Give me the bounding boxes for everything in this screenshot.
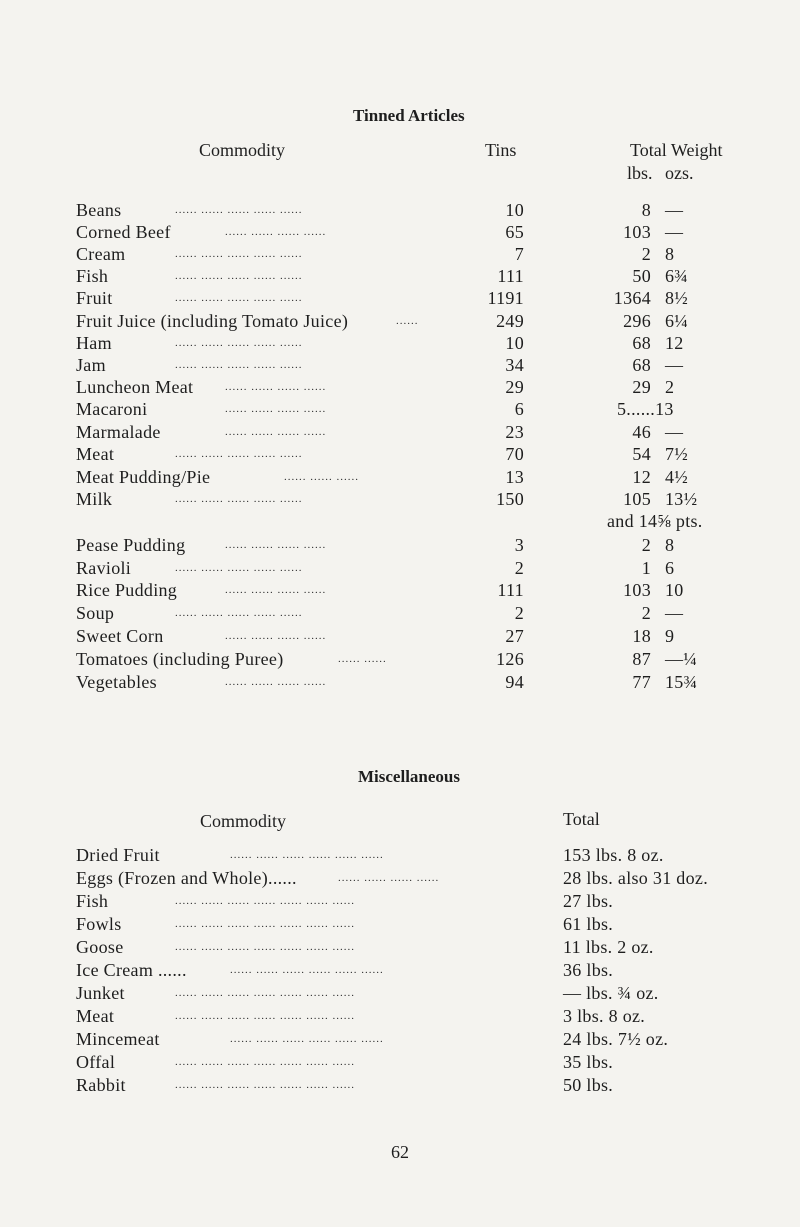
tinned-header-units: lbs. ozs. <box>627 163 694 183</box>
weight-lbs: 296 <box>623 311 651 331</box>
commodity-name: Goose <box>76 937 124 957</box>
total-amount: 36 lbs. <box>563 960 614 980</box>
leader-dots: ...... ...... ...... ...... ...... <box>175 337 303 349</box>
weight-oz: 2 <box>665 377 675 397</box>
weight-oz: 6 <box>665 558 675 578</box>
weight-oz: 8½ <box>665 288 689 308</box>
weight-oz: — <box>665 200 684 220</box>
weight-lbs: 50 <box>632 266 651 286</box>
tinned-header-commodity: Commodity <box>199 140 286 160</box>
commodity-name: Meat <box>76 444 115 464</box>
weight-lbs: 12 <box>632 467 651 487</box>
weight-oz: 9 <box>665 626 675 646</box>
commodity-name: Milk <box>76 489 113 509</box>
commodity-name: Junket <box>76 983 125 1003</box>
leader-dots: ...... ...... ...... ...... ...... ...... <box>230 1033 384 1045</box>
weight-lbs: 29 <box>632 377 651 397</box>
weight-lbs: 46 <box>632 422 651 442</box>
leader-dots: ...... ...... ...... ...... ...... ...... ...... <box>175 895 355 907</box>
weight-oz: 13½ <box>665 489 698 509</box>
tins-count: 2 <box>514 603 524 623</box>
leader-dots: ...... ...... ...... ...... <box>338 872 440 884</box>
table-row <box>0 511 800 537</box>
commodity-name: Pease Pudding <box>76 535 186 555</box>
commodity-name: Fish <box>76 891 109 911</box>
leader-dots: ...... ...... ...... ...... <box>225 539 327 551</box>
tins-count: 23 <box>505 422 524 442</box>
leader-dots: ...... ...... ...... ...... <box>225 381 327 393</box>
commodity-name: Meat <box>76 1006 115 1026</box>
total-amount: — lbs. ¾ oz. <box>563 983 659 1003</box>
weight-lbs: 68 <box>632 355 651 375</box>
misc-header-commodity: Commodity <box>200 811 287 831</box>
tins-count: 7 <box>514 244 524 264</box>
leader-dots: ...... ...... ...... ...... ...... ...... ...... <box>175 1056 355 1068</box>
leader-dots: ...... ...... ...... ...... ...... ...... ...... <box>175 1079 355 1091</box>
leader-dots: ...... ...... ...... <box>284 471 359 483</box>
table-row <box>0 1075 800 1101</box>
tins-count: 111 <box>497 266 524 286</box>
weight-oz: — <box>665 355 684 375</box>
weight-oz: 15¾ <box>665 672 698 692</box>
leader-dots: ...... ...... ...... ...... <box>225 584 327 596</box>
tins-count: 65 <box>505 222 524 242</box>
misc-header-total: Total <box>563 809 600 829</box>
tinned-header-tins: Tins <box>485 140 517 160</box>
leader-dots: ...... ...... ...... ...... <box>225 403 327 415</box>
commodity-name: Corned Beef <box>76 222 171 242</box>
commodity-name: Macaroni <box>76 399 148 419</box>
weight-oz: 7½ <box>665 444 689 464</box>
tins-count: 1191 <box>487 288 524 308</box>
weight-lbs: 2 <box>641 244 651 264</box>
total-amount: 61 lbs. <box>563 914 614 934</box>
tins-count: 2 <box>514 558 524 578</box>
leader-dots: ...... ...... ...... ...... ...... ...... ...... <box>175 941 355 953</box>
weight-lbs: 18 <box>632 626 651 646</box>
weight-oz: 8 <box>665 535 675 555</box>
tins-count: 150 <box>496 489 524 509</box>
total-amount: 3 lbs. 8 oz. <box>563 1006 646 1026</box>
leader-dots: ...... ...... ...... ...... ...... ...... <box>230 849 384 861</box>
leader-dots: ...... ...... ...... ...... <box>225 226 327 238</box>
tins-count: 10 <box>505 333 524 353</box>
leader-dots: ...... ...... ...... ...... ...... <box>175 270 303 282</box>
total-amount: 11 lbs. 2 oz. <box>563 937 654 957</box>
commodity-name: Rice Pudding <box>76 580 178 600</box>
leader-dots: ...... ...... ...... ...... <box>225 630 327 642</box>
tins-count: 10 <box>505 200 524 220</box>
leader-dots: ...... ...... ...... ...... ...... ...... ...... <box>175 918 355 930</box>
leader-dots: ...... ...... <box>338 653 387 665</box>
total-amount: 50 lbs. <box>563 1075 614 1095</box>
weight-lbs: 1364 <box>613 288 651 308</box>
weight-oz: —¼ <box>665 649 698 669</box>
commodity-name: Soup <box>76 603 115 623</box>
tins-count: 29 <box>505 377 524 397</box>
commodity-name: Marmalade <box>76 422 161 442</box>
misc-title: Miscellaneous <box>358 767 460 786</box>
weight-lbs: 87 <box>632 649 651 669</box>
weight-oz: — <box>665 222 684 242</box>
weight-lbs: 105 <box>623 489 651 509</box>
leader-dots: ...... ...... ...... ...... ...... <box>175 204 303 216</box>
tinned-header-total-weight: Total Weight <box>630 140 723 160</box>
weight-oz: — <box>665 603 684 623</box>
weight-oz: 6¾ <box>665 266 689 286</box>
commodity-name: Luncheon Meat <box>76 377 194 397</box>
leader-dots: ...... ...... ...... ...... ...... <box>175 493 303 505</box>
commodity-name: Meat Pudding/Pie <box>76 467 211 487</box>
leader-dots: ...... ...... ...... ...... ...... <box>175 292 303 304</box>
table-row <box>0 672 800 698</box>
leader-dots: ...... ...... ...... ...... ...... ...... ...... <box>175 987 355 999</box>
weight-lbs: 68 <box>632 333 651 353</box>
total-amount: 153 lbs. 8 oz. <box>563 845 664 865</box>
total-amount: 24 lbs. 7½ oz. <box>563 1029 669 1049</box>
leader-dots: ...... ...... ...... ...... <box>225 426 327 438</box>
tins-count: 3 <box>514 535 524 555</box>
weight-lbs: 2 <box>641 535 651 555</box>
weight-lbs: 103 <box>623 222 651 242</box>
tins-count: 13 <box>505 467 524 487</box>
leader-dots: ...... ...... ...... ...... ...... <box>175 607 303 619</box>
tins-count: 70 <box>505 444 524 464</box>
weight-lbs: 77 <box>632 672 651 692</box>
tins-count: 94 <box>505 672 524 692</box>
commodity-name: Ravioli <box>76 558 132 578</box>
commodity-name: Sweet Corn <box>76 626 164 646</box>
tins-count: 34 <box>505 355 524 375</box>
leader-dots: ...... ...... ...... ...... <box>225 676 327 688</box>
commodity-name: Rabbit <box>76 1075 126 1095</box>
leader-dots: ...... ...... ...... ...... ...... <box>175 359 303 371</box>
leader-dots: ...... <box>396 315 419 327</box>
tins-count: 249 <box>496 311 524 331</box>
leader-dots: ...... ...... ...... ...... ...... ...... ...... <box>175 1010 355 1022</box>
weight-oz: 10 <box>665 580 684 600</box>
commodity-name: Tomatoes (including Puree) <box>76 649 284 669</box>
commodity-name: Ice Cream ...... <box>76 960 187 980</box>
leader-dots: ...... ...... ...... ...... ...... <box>175 562 303 574</box>
commodity-name: Ham <box>76 333 112 353</box>
tinned-title: Tinned Articles <box>353 106 465 125</box>
page-number: 62 <box>391 1142 409 1162</box>
commodity-name: Beans <box>76 200 122 220</box>
commodity-name: Dried Fruit <box>76 845 160 865</box>
total-amount: 28 lbs. also 31 doz. <box>563 868 708 888</box>
weight-lbs: 54 <box>632 444 651 464</box>
commodity-name: Offal <box>76 1052 116 1072</box>
weight-oz: 12 <box>665 333 684 353</box>
weight-oz: 4½ <box>665 467 689 487</box>
total-amount: 27 lbs. <box>563 891 614 911</box>
leader-dots: ...... ...... ...... ...... ...... <box>175 448 303 460</box>
weight-oz: 6¼ <box>665 311 689 331</box>
commodity-name: Cream <box>76 244 126 264</box>
weight-lbs: 8 <box>641 200 651 220</box>
commodity-name: Fowls <box>76 914 122 934</box>
weight-lbs: 2 <box>641 603 651 623</box>
tins-count: 6 <box>514 399 524 419</box>
commodity-name: Fish <box>76 266 109 286</box>
milk-pints-note: and 14⅝ pts. <box>607 511 703 531</box>
weight-lbs: 103 <box>623 580 651 600</box>
tins-count: 126 <box>496 649 524 669</box>
commodity-name: Mincemeat <box>76 1029 160 1049</box>
tins-count: 27 <box>505 626 524 646</box>
weight-lbs-oz: 5......13 <box>617 399 674 419</box>
commodity-name: Jam <box>76 355 106 375</box>
commodity-name: Eggs (Frozen and Whole)...... <box>76 868 297 888</box>
commodity-name: Fruit Juice (including Tomato Juice) <box>76 311 349 331</box>
weight-oz: 8 <box>665 244 675 264</box>
tins-count: 111 <box>497 580 524 600</box>
commodity-name: Fruit <box>76 288 113 308</box>
total-amount: 35 lbs. <box>563 1052 614 1072</box>
commodity-name: Vegetables <box>76 672 157 692</box>
weight-lbs: 1 <box>641 558 651 578</box>
leader-dots: ...... ...... ...... ...... ...... <box>175 248 303 260</box>
leader-dots: ...... ...... ...... ...... ...... ...... <box>230 964 384 976</box>
weight-oz: — <box>665 422 684 442</box>
